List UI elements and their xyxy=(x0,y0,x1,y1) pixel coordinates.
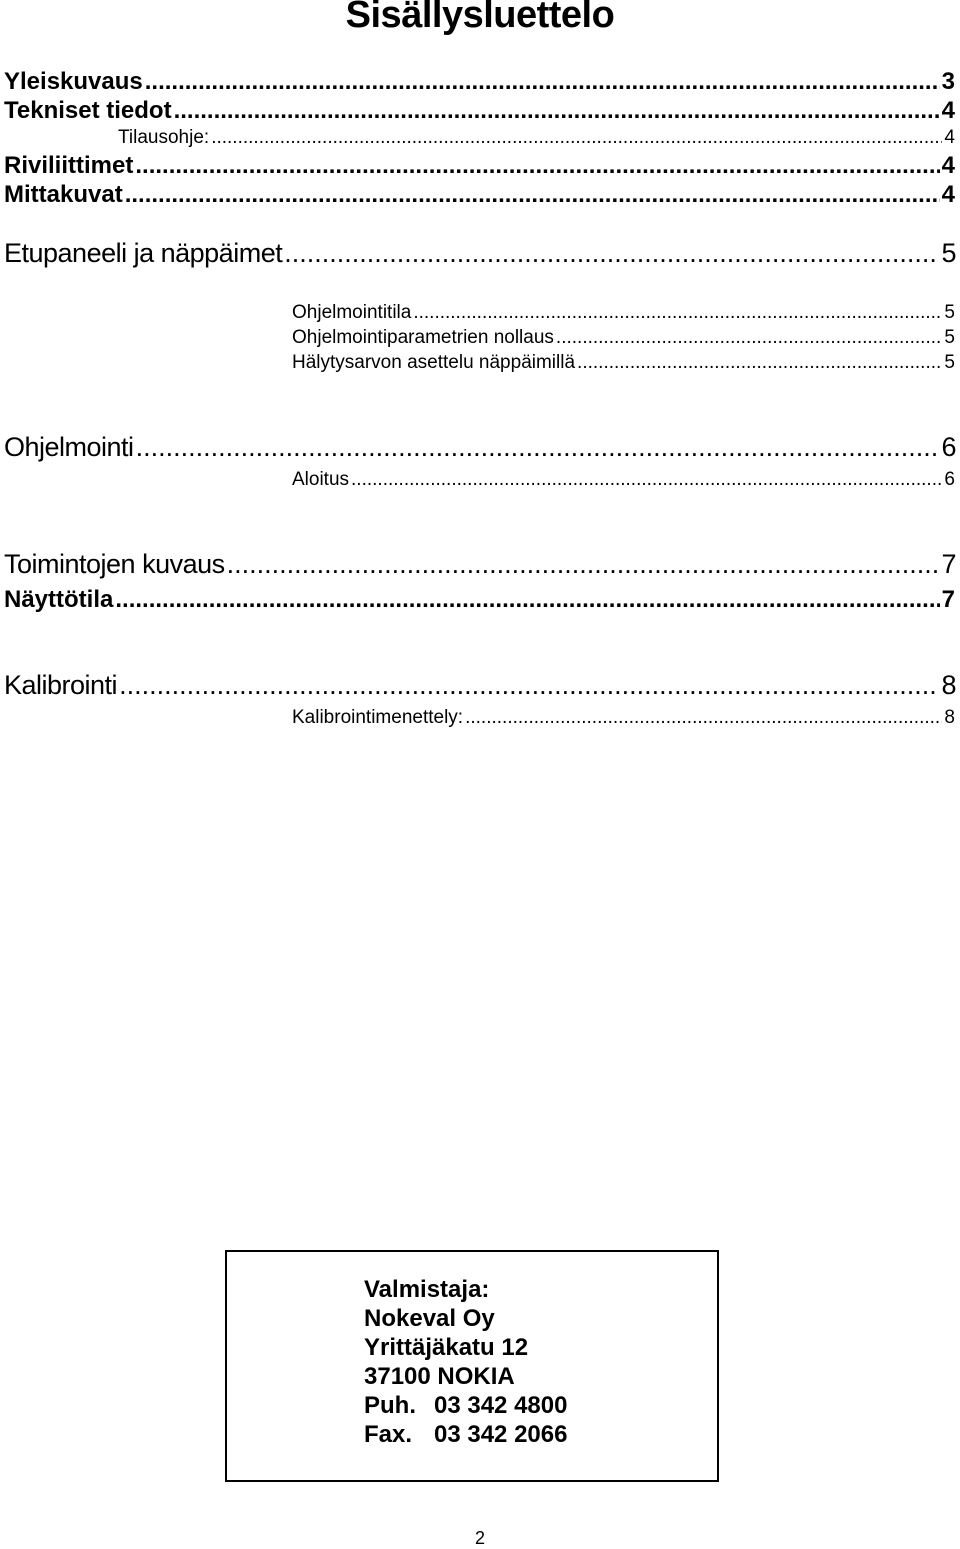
toc-entry-kalibrointi[interactable] xyxy=(4,670,956,701)
toc-leader-dots xyxy=(465,707,942,729)
toc-entry-ohjelmointi[interactable] xyxy=(4,432,956,463)
toc-entry-label: Kalibrointi xyxy=(4,670,118,700)
toc-entry-page: 5 xyxy=(944,302,955,323)
toc-leader-dots xyxy=(125,181,940,209)
toc-entry-page: 3 xyxy=(941,68,955,95)
toc-leader-dots xyxy=(136,432,940,463)
toc-leader-dots xyxy=(284,238,939,269)
toc-leader-dots xyxy=(351,469,942,491)
toc-leader-dots xyxy=(119,670,939,701)
manufacturer-street: Yrittäjäkatu 12 xyxy=(364,1334,529,1361)
manufacturer-heading: Valmistaja: xyxy=(364,1276,490,1303)
toc-entry-parametrien-nollaus[interactable] xyxy=(292,327,955,349)
toc-entry-page: 5 xyxy=(944,352,955,373)
toc-entry-page: 5 xyxy=(941,238,956,268)
toc-entry-label: Ohjelmointiparametrien nollaus xyxy=(292,327,554,348)
toc-entry-page: 7 xyxy=(941,549,956,579)
toc-entry-page: 6 xyxy=(941,432,956,462)
toc-leader-dots xyxy=(145,68,940,96)
toc-entry-label: Tilausohje: xyxy=(118,127,210,148)
toc-leader-dots xyxy=(227,549,940,580)
toc-entry-label: Riviliittimet xyxy=(4,152,134,179)
toc-entry-label: Näyttötila xyxy=(4,586,114,613)
toc-entry-label: Hälytysarvon asettelu näppäimillä xyxy=(292,352,576,373)
toc-entry-etupaneeli[interactable] xyxy=(4,238,956,269)
toc-entry-label: Mittakuvat xyxy=(4,181,123,208)
toc-entry-halytysarvon-asettelu[interactable] xyxy=(292,352,955,374)
toc-entry-page: 4 xyxy=(944,127,955,148)
manufacturer-city: 37100 NOKIA xyxy=(364,1363,515,1390)
manufacturer-fax xyxy=(364,1421,567,1449)
toc-entry-page: 4 xyxy=(941,97,955,124)
toc-entry-page: 7 xyxy=(941,586,955,613)
toc-entry-toimintojen-kuvaus[interactable] xyxy=(4,549,956,580)
toc-entry-label: Kalibrointimenettely: xyxy=(292,707,464,728)
phone-label: Puh. xyxy=(364,1392,416,1419)
toc-entry-riviliittimet[interactable] xyxy=(4,152,955,180)
toc-entry-label: Tekniset tiedot xyxy=(4,97,172,124)
toc-entry-page: 8 xyxy=(944,707,955,728)
page-title: Sisällysluettelo xyxy=(345,0,615,36)
fax-number: 03 342 2066 xyxy=(434,1421,568,1448)
toc-entry-ohjelmointitila[interactable] xyxy=(292,302,955,324)
toc-leader-dots xyxy=(556,327,943,349)
toc-entry-page: 5 xyxy=(944,327,955,348)
toc-entry-aloitus[interactable] xyxy=(292,469,955,491)
toc-entry-kalibrointimenettely[interactable] xyxy=(292,707,955,729)
toc-entry-label: Yleiskuvaus xyxy=(4,68,143,95)
toc-entry-label: Aloitus xyxy=(292,469,350,490)
toc-entry-tekniset-tiedot[interactable] xyxy=(4,97,955,125)
toc-leader-dots xyxy=(577,352,942,374)
phone-number: 03 342 4800 xyxy=(434,1392,568,1419)
toc-entry-page: 6 xyxy=(944,469,955,490)
toc-entry-page: 4 xyxy=(941,181,955,208)
manufacturer-phone xyxy=(364,1392,567,1420)
toc-entry-label: Ohjelmointi xyxy=(4,432,134,462)
toc-leader-dots xyxy=(413,302,942,324)
toc-leader-dots xyxy=(135,152,939,180)
page-number: 2 xyxy=(474,1528,485,1548)
toc-entry-tilausohje[interactable] xyxy=(118,127,955,149)
toc-entry-page: 4 xyxy=(941,152,955,179)
toc-entry-mittakuvat[interactable] xyxy=(4,181,955,209)
fax-label: Fax. xyxy=(364,1421,413,1448)
toc-entry-label: Etupaneeli ja näppäimet xyxy=(4,238,283,268)
toc-leader-dots xyxy=(115,586,939,614)
toc-leader-dots xyxy=(211,127,942,149)
toc-entry-label: Toimintojen kuvaus xyxy=(4,549,225,579)
toc-entry-label: Ohjelmointitila xyxy=(292,302,412,323)
toc-entry-page: 8 xyxy=(941,670,956,700)
toc-entry-nayttotila[interactable] xyxy=(4,586,955,614)
toc-leader-dots xyxy=(174,97,940,125)
manufacturer-company: Nokeval Oy xyxy=(364,1305,495,1332)
toc-entry-yleiskuvaus[interactable] xyxy=(4,68,955,96)
manufacturer-box xyxy=(225,1250,719,1482)
